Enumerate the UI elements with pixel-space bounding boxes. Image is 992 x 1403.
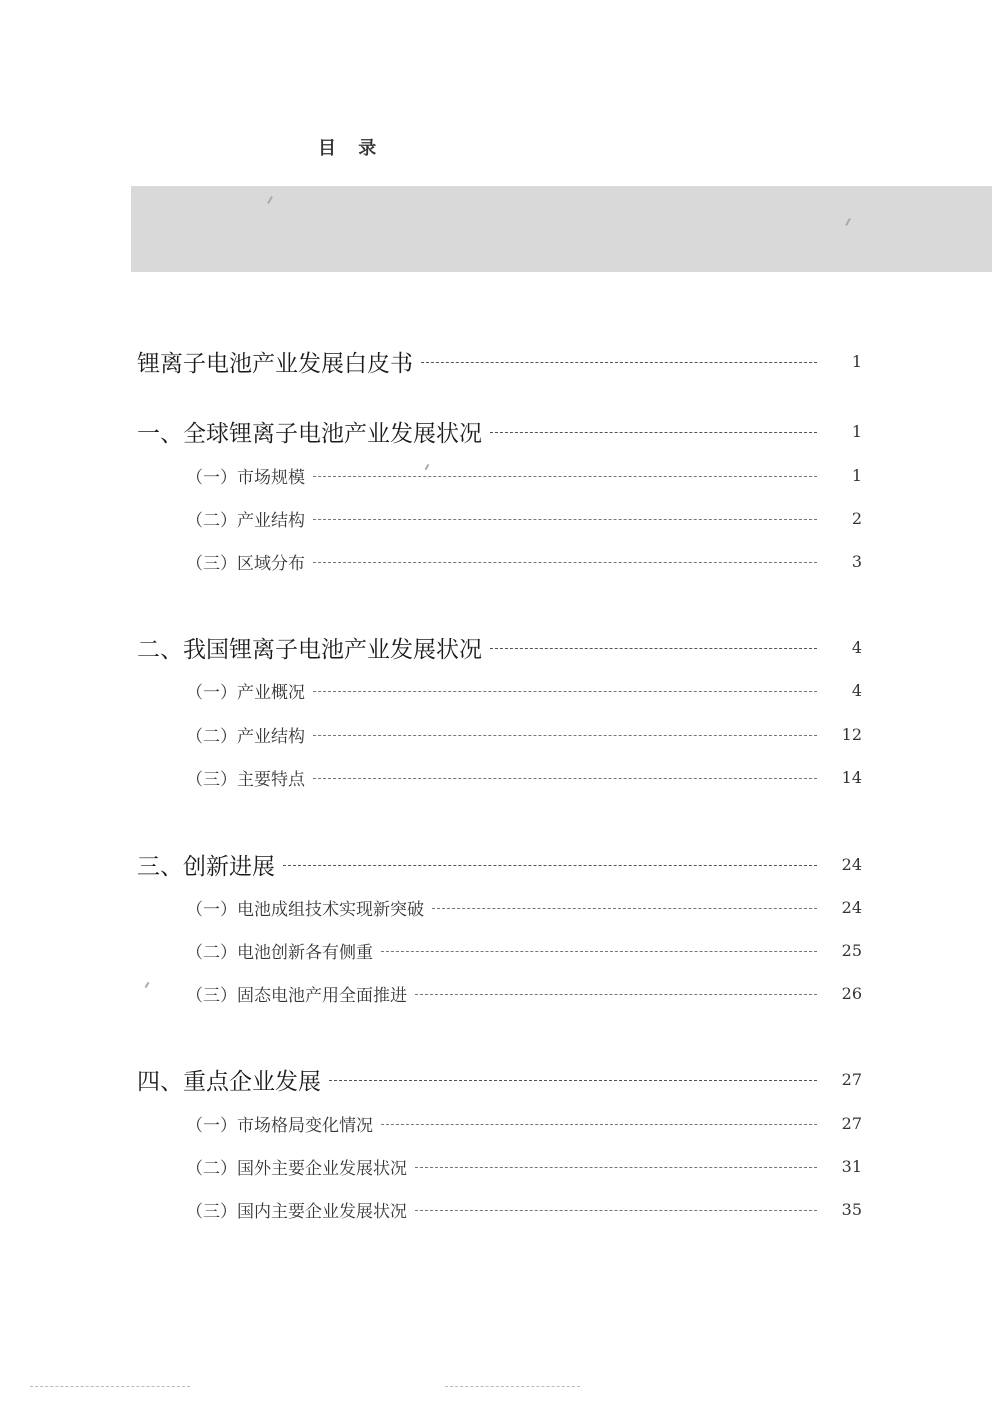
toc-entry-label: （二）国外主要企业发展状况 xyxy=(186,1159,407,1179)
toc-entry[interactable] xyxy=(0,413,992,447)
toc-entry-label: 一、全球锂离子电池产业发展状况 xyxy=(137,421,482,447)
grey-banner xyxy=(131,186,992,272)
dot-leader xyxy=(490,648,817,649)
toc-entry-label: （一）市场规模 xyxy=(186,468,305,488)
toc-page-number: 25 xyxy=(841,941,862,960)
toc-entry[interactable] xyxy=(0,716,992,750)
toc-page-number: 26 xyxy=(841,984,862,1003)
scan-speck xyxy=(845,218,851,226)
toc-entry-label: （一）产业概况 xyxy=(186,683,305,703)
dot-leader xyxy=(313,735,817,736)
toc-entry-label: 二、我国锂离子电池产业发展状况 xyxy=(137,637,482,663)
toc-page-number: 14 xyxy=(841,768,862,787)
toc-page-number: 24 xyxy=(841,898,862,917)
toc-entry-label: （三）区域分布 xyxy=(186,554,305,574)
dot-leader xyxy=(313,778,817,779)
toc-entry[interactable] xyxy=(0,343,992,377)
toc-entry[interactable] xyxy=(0,932,992,966)
toc-page-number: 1 xyxy=(851,466,862,485)
toc-page-number: 1 xyxy=(851,352,862,371)
dot-leader xyxy=(381,951,817,952)
toc-entry-label: （三）国内主要企业发展状况 xyxy=(186,1202,407,1222)
toc-page-number: 4 xyxy=(851,681,862,700)
toc-page-number: 1 xyxy=(851,422,862,441)
dot-leader xyxy=(329,1080,817,1081)
toc-entry[interactable] xyxy=(0,629,992,663)
dot-leader xyxy=(381,1124,817,1125)
toc-entry[interactable] xyxy=(0,1061,992,1095)
toc-page-number: 27 xyxy=(841,1070,862,1089)
dot-leader xyxy=(421,362,817,363)
toc-entry[interactable] xyxy=(0,975,992,1009)
dot-leader xyxy=(415,1210,817,1211)
dot-leader xyxy=(313,519,817,520)
scan-artifact xyxy=(445,1385,580,1387)
toc-entry[interactable] xyxy=(0,846,992,880)
toc-page-number: 2 xyxy=(851,509,862,528)
dot-leader xyxy=(313,476,817,477)
toc-page-number: 3 xyxy=(851,552,862,571)
toc-entry-label: （三）固态电池产用全面推进 xyxy=(186,986,407,1006)
dot-leader xyxy=(415,994,817,995)
toc-page-number: 4 xyxy=(851,638,862,657)
scan-artifact xyxy=(30,1385,190,1387)
page-title: 目 录 xyxy=(318,138,385,159)
toc-entry-label: 锂离子电池产业发展白皮书 xyxy=(137,351,413,377)
toc-page-number: 27 xyxy=(841,1114,862,1133)
dot-leader xyxy=(313,562,817,563)
toc-page-number: 31 xyxy=(841,1157,862,1176)
scan-speck xyxy=(267,196,273,204)
toc-entry[interactable] xyxy=(0,500,992,534)
dot-leader xyxy=(313,691,817,692)
toc-entry-label: （三）主要特点 xyxy=(186,770,305,790)
toc-entry[interactable] xyxy=(0,759,992,793)
toc-entry[interactable] xyxy=(0,1148,992,1182)
dot-leader xyxy=(432,908,817,909)
toc-entry-label: （一）电池成组技术实现新突破 xyxy=(186,900,424,920)
toc-page-number: 24 xyxy=(841,855,862,874)
toc-entry-label: 四、重点企业发展 xyxy=(137,1069,321,1095)
toc-page-number: 35 xyxy=(841,1200,862,1219)
toc-entry-label: （二）电池创新各有侧重 xyxy=(186,943,373,963)
dot-leader xyxy=(415,1167,817,1168)
toc-entry-label: （二）产业结构 xyxy=(186,511,305,531)
toc-entry[interactable] xyxy=(0,1191,992,1225)
toc-entry[interactable] xyxy=(0,457,992,491)
dot-leader xyxy=(283,865,817,866)
toc-entry-label: 三、创新进展 xyxy=(137,854,275,880)
toc-page-number: 12 xyxy=(841,725,862,744)
toc-entry[interactable] xyxy=(0,889,992,923)
toc-entry[interactable] xyxy=(0,543,992,577)
toc-entry[interactable] xyxy=(0,1105,992,1139)
toc-entry-label: （一）市场格局变化情况 xyxy=(186,1116,373,1136)
toc-entry-label: （二）产业结构 xyxy=(186,727,305,747)
toc-entry[interactable] xyxy=(0,672,992,706)
dot-leader xyxy=(490,432,817,433)
